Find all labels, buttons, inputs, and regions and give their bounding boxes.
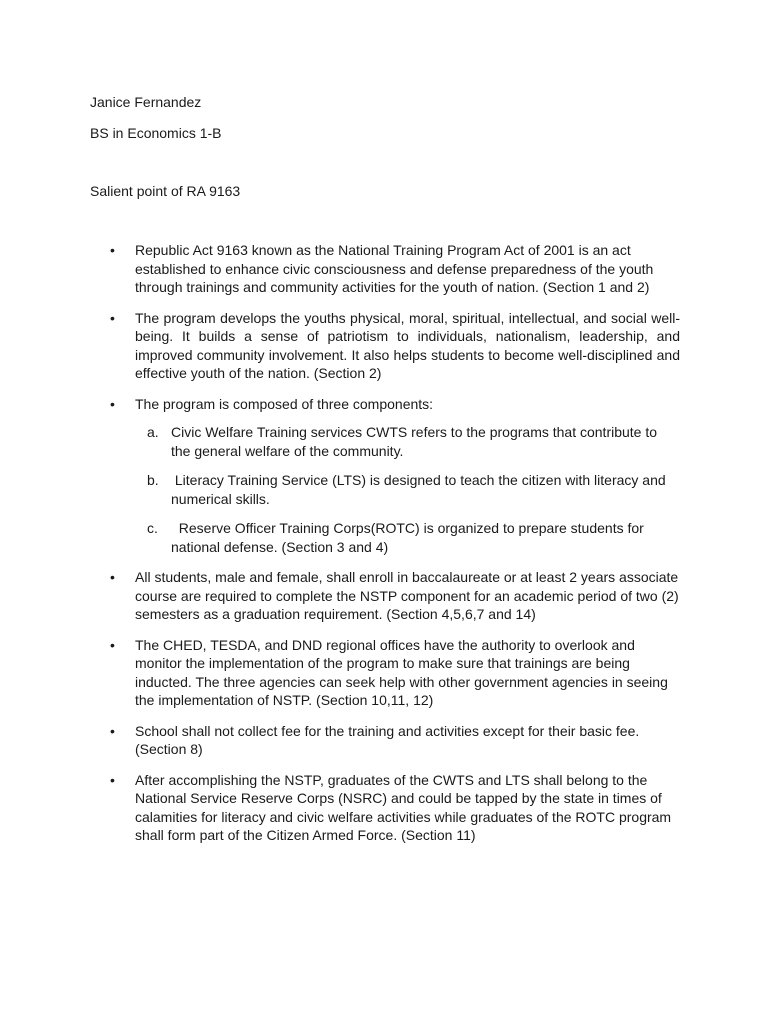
sub-list-item [135,471,680,508]
list-item [110,722,680,759]
sub-list-text: Reserve Officer Training Corps(ROTC) is organized to prepare students for national defense. (Section 3 and 4) [171,520,648,555]
list-item [110,395,680,557]
list-item [110,568,680,624]
bullet-text: • The program is composed of three components: [135,395,434,412]
sub-list-marker: a. [147,424,159,440]
author-name: Janice Fernandez [90,94,202,110]
sub-list-item [135,423,680,460]
list-item [110,309,680,383]
salient-points-list [110,241,680,857]
bullet-text: • The program develops the youths physical, moral, spiritual, intellectual, and social well-being. It builds a sense of patriotism to individuals, nationalism, leadership, and improved community involvement. It also helps students to become well-disciplined and effective youth of the nation. (Section 2) [135,309,680,381]
course-label: BS in Economics 1-B [90,125,222,141]
bullet-text: • The CHED, TESDA, and DND regional offices have the authority to overlook and monitor the implementation of the program to make sure that trainings are being inducted. The three agencies can seek help with other government agencies in seeing the implementation of NSTP. (Section 10,11, 12) [135,636,668,708]
sub-list-item [135,519,680,556]
bullet-text: • After accomplishing the NSTP, graduates of the CWTS and LTS shall belong to the National Service Reserve Corps (NSRC) and could be tapped by the state in times of calamities for literacy and civic welfare activities while graduates of the ROTC program shall form part of the Citizen Armed Force. (Section 11) [135,771,672,843]
list-item [110,241,680,297]
sub-list-marker: b. [147,472,159,488]
sub-list-text: Civic Welfare Training services CWTS refers to the programs that contribute to the general welfare of the community. [171,424,658,459]
bullet-text: • School shall not collect fee for the training and activities except for their basic fee. (Section 8) [135,722,640,757]
bullet-text: • All students, male and female, shall enroll in baccalaureate or at least 2 years associate course are required to complete the NSTP component for an academic period of two (2) semesters as a graduation requirement. (Section 4,5,6,7 and 14) [135,569,679,622]
components-sublist [135,423,680,556]
document-title: Salient point of RA 9163 [90,183,241,199]
sub-list-marker: c. [147,520,158,536]
bullet-text: • Republic Act 9163 known as the National Training Program Act of 2001 is an act established to enhance civic consciousness and defense preparedness of the youth through trainings and community activities for the youth of nation. (Section 1 and 2) [135,242,654,295]
list-item [110,771,680,845]
sub-list-text: Literacy Training Service (LTS) is designed to teach the citizen with literacy and numerical skills. [171,472,670,507]
list-item [110,636,680,710]
